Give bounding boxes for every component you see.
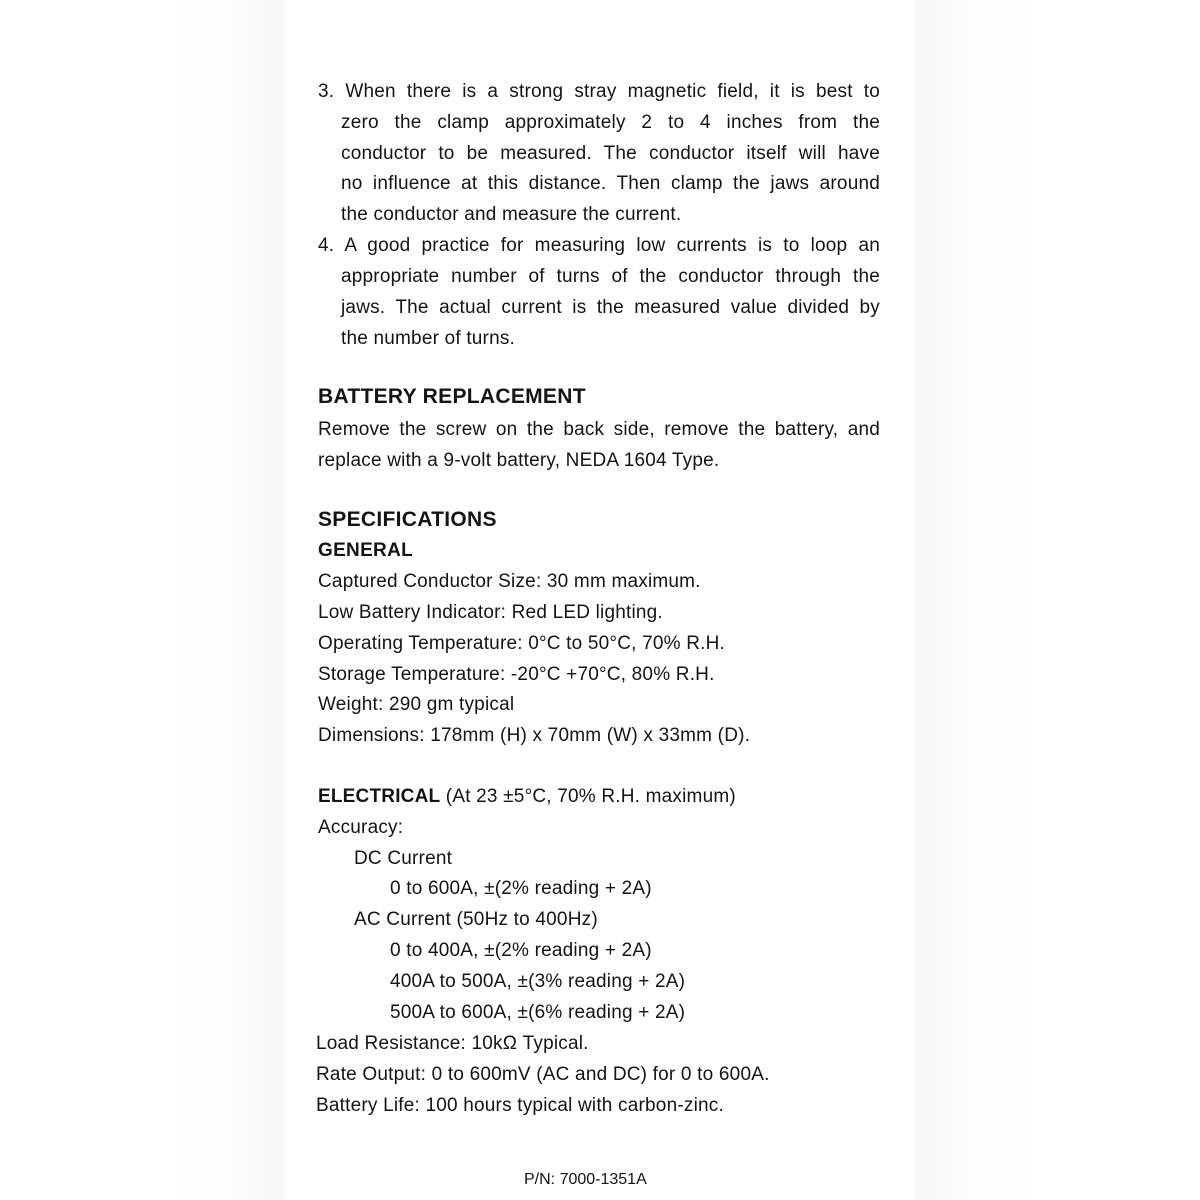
- note-4-line-2: appropriate number of turns of the conductor through the: [341, 266, 880, 287]
- note-3-line-3: conductor to be measured. The conductor itself will have: [341, 143, 880, 164]
- note-3-line-1: 3. When there is a strong stray magnetic field, it is best to: [318, 81, 880, 102]
- dc-current-range-1: 0 to 600A, ±(2% reading + 2A): [390, 878, 652, 899]
- page-margin-left: [0, 0, 285, 1200]
- spec-operating-temperature: Operating Temperature: 0°C to 50°C, 70% R.H.: [318, 633, 726, 654]
- spec-rate-output: Rate Output: 0 to 600mV (AC and DC) for 0 to 600A.: [316, 1064, 770, 1085]
- ac-current-label: AC Current (50Hz to 400Hz): [354, 909, 598, 930]
- note-3-line-2: zero the clamp approximately 2 to 4 inches from the: [341, 112, 880, 133]
- spec-dimensions: Dimensions: 178mm (H) x 70mm (W) x 33mm (D).: [318, 725, 751, 746]
- electrical-heading: ELECTRICAL: [318, 786, 441, 807]
- spec-storage-temperature: Storage Temperature: -20°C +70°C, 80% R.H.: [318, 664, 715, 685]
- note-4-line-4: the number of turns.: [341, 328, 516, 349]
- spec-weight: Weight: 290 gm typical: [318, 694, 515, 715]
- spec-conductor-size: Captured Conductor Size: 30 mm maximum.: [318, 571, 701, 592]
- page-margin-right: [915, 0, 1200, 1200]
- note-4-line-3: jaws. The actual current is the measured value divided by: [341, 297, 880, 318]
- note-4-line-1: 4. A good practice for measuring low currents is to loop an: [318, 235, 880, 256]
- electrical-condition: (At 23 ±5°C, 70% R.H. maximum): [440, 786, 736, 807]
- battery-line-2: replace with a 9-volt battery, NEDA 1604 Type.: [318, 450, 720, 471]
- ac-current-range-2: 400A to 500A, ±(3% reading + 2A): [390, 971, 686, 992]
- part-number: P/N: 7000-1351A: [524, 1171, 647, 1188]
- dc-current-label: DC Current: [354, 848, 453, 869]
- accuracy-label: Accuracy:: [318, 817, 404, 838]
- spec-load-resistance: Load Resistance: 10kΩ Typical.: [316, 1033, 589, 1054]
- ac-current-range-3: 500A to 600A, ±(6% reading + 2A): [390, 1002, 686, 1023]
- battery-line-1: Remove the screw on the back side, remove the battery, and: [318, 419, 880, 440]
- battery-replacement-heading: BATTERY REPLACEMENT: [318, 385, 586, 408]
- ac-current-range-1: 0 to 400A, ±(2% reading + 2A): [390, 940, 652, 961]
- electrical-heading-row: [318, 786, 736, 808]
- spec-battery-life: Battery Life: 100 hours typical with carbon-zinc.: [316, 1095, 724, 1116]
- general-heading: GENERAL: [318, 540, 413, 561]
- note-3-line-4: no influence at this distance. Then clamp the jaws around: [341, 173, 880, 194]
- spec-low-battery: Low Battery Indicator: Red LED lighting.: [318, 602, 663, 623]
- note-3-line-5: the conductor and measure the current.: [341, 204, 682, 225]
- specifications-heading: SPECIFICATIONS: [318, 508, 497, 531]
